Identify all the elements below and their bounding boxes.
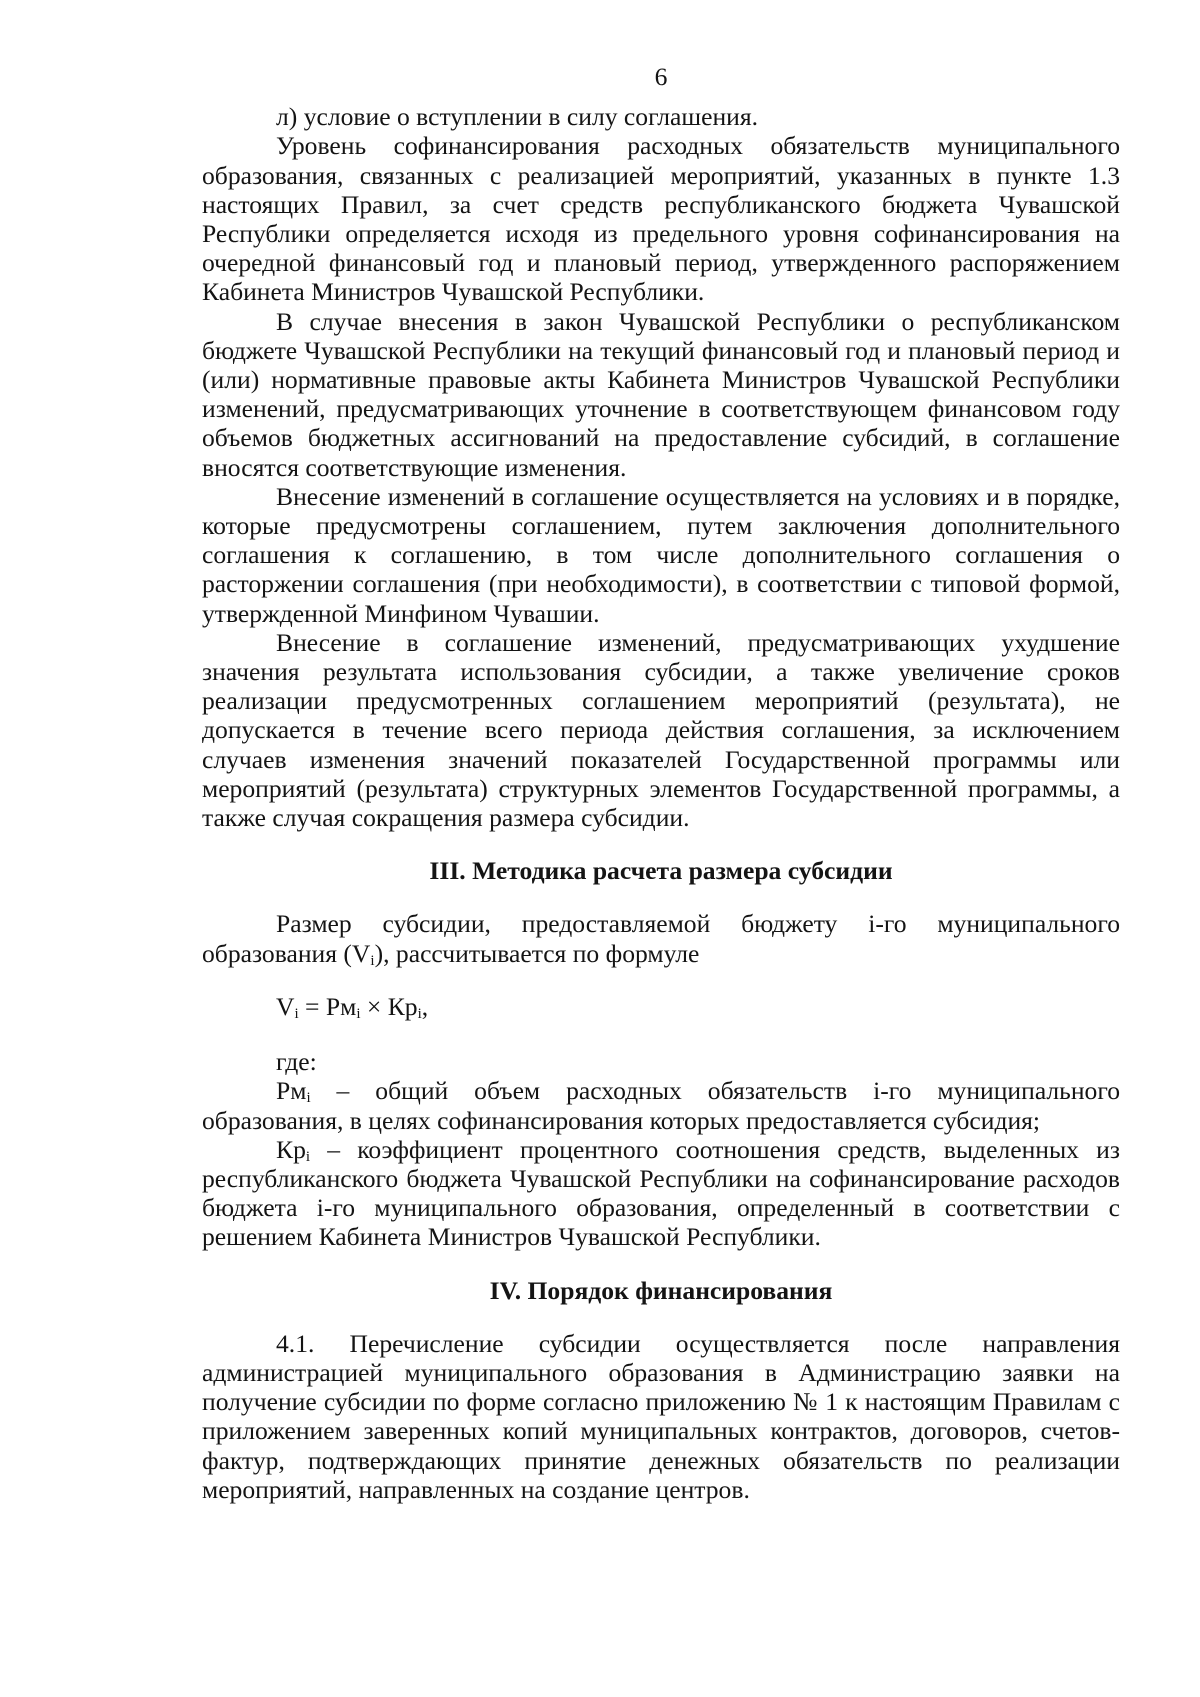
def-kp-symbol: Кр bbox=[276, 1134, 306, 1164]
formula-v-sub: i bbox=[294, 1005, 299, 1022]
intro-subscript: i bbox=[370, 952, 375, 969]
formula-v: V bbox=[276, 991, 295, 1021]
def-rm-text: – общий объем расходных обязательств i-го муниципального образования, в целях софинансирования которых предоставляется субсидия; bbox=[202, 1076, 1120, 1135]
subsidy-formula bbox=[202, 992, 1120, 1021]
definition-rm bbox=[202, 1076, 1120, 1134]
section-3-intro bbox=[202, 909, 1120, 967]
document-page bbox=[202, 62, 1120, 1504]
section-3-heading: III. Методика расчета размера субсидии bbox=[429, 856, 893, 886]
paragraph-law-changes: В случае внесения в закон Чувашской Республики о республиканском бюджете Чувашской Республики на текущий финансовый год и плановый период и (или) нормативные правовые акты Кабинета Министров Чувашской Республики изменений, предусматривающих уточнение в соответствующем финансовом году объемов бюджетных ассигнований на предоставление субсидий, в соглашение вносятся соответствующие изменения. bbox=[202, 306, 1120, 482]
formula-kp-sub: i bbox=[417, 1005, 422, 1022]
formula-kp: × Кр bbox=[360, 991, 418, 1021]
formula-rm: = Рм bbox=[298, 991, 357, 1021]
section-4-heading: IV. Порядок финансирования bbox=[489, 1275, 833, 1305]
def-kp-sub: i bbox=[305, 1148, 311, 1165]
def-rm-symbol: Рм bbox=[276, 1076, 307, 1106]
intro-text-before: Размер субсидии, предоставляемой бюджету i-го муниципального образования (V bbox=[202, 909, 1120, 968]
paragraph-result-worsening: Внесение в соглашение изменений, предусматривающих ухудшение значения результата использования субсидии, а также увеличение сроков реализации предусмотренных соглашением мероприятий (результата), не допускается в течение всего периода действия соглашения, за исключением случаев изменения значений показателей Государственной программы или мероприятий (результата) структурных элементов Государственной программы, а также случая сокращения размера субсидии. bbox=[202, 627, 1120, 833]
formula-rm-sub: i bbox=[356, 1005, 361, 1022]
paragraph-cofinancing-level: Уровень софинансирования расходных обязательств муниципального образования, связанных с реализацией мероприятий, указанных в пункте 1.3 настоящих Правил, за счет средств республиканского бюджета Чувашской Республики определяется исходя из предельного уровня софинансирования на очередной финансовый год и плановый период, утвержденного распоряжением Кабинета Министров Чувашской Республики. bbox=[202, 131, 1120, 307]
def-kp-text: – коэффициент процентного соотношения средств, выделенных из республиканского бюджета Чувашской Республики на софинансирование расходов бюджета i-го муниципального образования, определенный в соответствии с решением Кабинета Министров Чувашской Республики. bbox=[202, 1134, 1120, 1252]
def-rm-sub: i bbox=[306, 1090, 311, 1107]
formula-end: , bbox=[421, 991, 429, 1021]
definition-kp bbox=[202, 1135, 1120, 1252]
page-number: 6 bbox=[654, 62, 668, 91]
intro-text-after: ), рассчитывается по формуле bbox=[374, 938, 700, 968]
paragraph-agreement-changes: Внесение изменений в соглашение осуществляется на условиях и в порядке, которые предусмотрены соглашением, путем заключения дополнительного соглашения к соглашению, в том числе дополнительного соглашения о расторжении соглашения (при необходимости), в соответствии с типовой формой, утвержденной Минфином Чувашии. bbox=[202, 481, 1120, 628]
where-label: где: bbox=[276, 1047, 317, 1077]
paragraph-condition-l: л) условие о вступлении в силу соглашения. bbox=[276, 102, 759, 132]
paragraph-4-1: 4.1. Перечисление субсидии осуществляется после направления администрацией муниципального образования в Администрацию заявки на получение субсидии по форме согласно приложению № 1 к настоящим Правилам с приложением заверенных копий муниципальных контрактов, договоров, счетов-фактур, подтверждающих принятие денежных обязательств по реализации мероприятий, направленных на создание центров. bbox=[202, 1328, 1120, 1504]
